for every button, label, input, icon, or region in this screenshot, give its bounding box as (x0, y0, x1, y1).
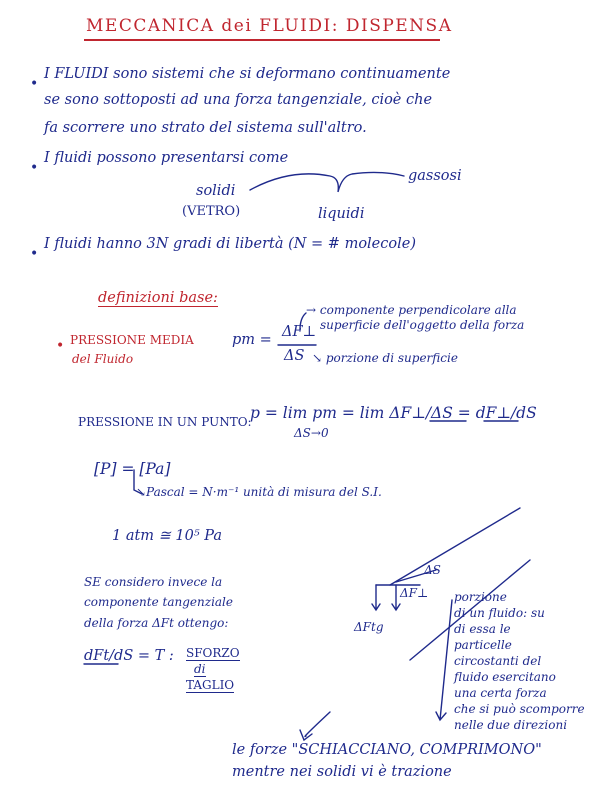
pm-formula: pm = (232, 332, 272, 348)
shear-label: TAGLIO (186, 678, 235, 692)
text-line: fa scorrere uno strato del sistema sull'altro. (44, 120, 367, 136)
text-line: se sono sottoposti ad una forza tangenziale, cioè che (44, 92, 433, 108)
diagram-ds-arrow (396, 570, 436, 582)
diagram-perp-arrow (392, 585, 400, 610)
bullet: • (30, 160, 39, 176)
diagram-note: porzione (454, 590, 507, 604)
perp-note: → componente perpendicolare alla (306, 303, 517, 317)
atm-line: 1 atm ≅ 10⁵ Pa (112, 528, 223, 544)
of-fluid-label: del Fluido (72, 352, 134, 366)
diagram-df-tg: ΔFtg (354, 620, 384, 634)
point-pressure-label: PRESSIONE IN UN PUNTO: (78, 415, 252, 429)
mean-pressure-label: PRESSIONE MEDIA (70, 333, 194, 347)
state-glass: (VETRO) (182, 204, 241, 219)
definitions-heading: definizioni base: (98, 290, 218, 306)
denominator-ds: ΔS (284, 348, 305, 364)
text-line: I fluidi possono presentarsi come (44, 150, 289, 166)
units-line: [P] = [Pa] (94, 460, 171, 478)
diagram-note: di un fluido: su (454, 606, 545, 620)
diagram-note: fluido esercitano (454, 670, 556, 684)
shear-text: della forza ΔFt ottengo: (84, 616, 229, 630)
point-pressure-formula: p = lim pm = lim ΔF⊥/ΔS = dF⊥/dS (250, 404, 537, 422)
shear-text: SE considero invece la (84, 575, 223, 589)
limit-subscript: ΔS→0 (294, 426, 329, 440)
diagram-note: di essa le (454, 622, 511, 636)
units-arrow (134, 470, 142, 494)
bullet: • (30, 76, 39, 92)
states-brace (250, 172, 404, 192)
shear-label: di (194, 662, 206, 676)
diagram-tg-arrow (372, 585, 380, 610)
diagram-plane (410, 560, 530, 660)
bullet: • (30, 246, 39, 262)
shear-label: SFORZO (186, 646, 240, 660)
diagram-note: nelle due direzioni (454, 718, 568, 732)
state-solid: solidi (196, 183, 236, 199)
footer-line: mentre nei solidi vi è trazione (232, 764, 452, 780)
footer-arrow (300, 712, 330, 740)
diagram-plane (390, 508, 520, 585)
page-title: MECCANICA dei FLUIDI: DISPENSA (86, 16, 453, 36)
perp-note: superficie dell'oggetto della forza (320, 318, 525, 332)
diagram-note: che si può scomporre (454, 702, 585, 716)
shear-formula: dFt/dS = T : (84, 648, 174, 664)
diagram-note: una certa forza (454, 686, 547, 700)
diagram-ds: ΔS (424, 563, 441, 577)
diagram-note: particelle (454, 638, 512, 652)
diagram-note-arrow (436, 600, 452, 720)
shear-text: componente tangenziale (84, 595, 233, 609)
diagram-note: circostanti del (454, 654, 542, 668)
numerator-df-perp: ΔF⊥ (282, 324, 317, 340)
text-line: I fluidi hanno 3N gradi di libertà (N = # molecole) (44, 236, 416, 252)
footer-line: le forze "SCHIACCIANO, COMPRIMONO" (232, 742, 542, 758)
perp-arrow (300, 313, 306, 330)
pascal-line: ↘Pascal = N·m⁻¹ unità di misura del S.I. (136, 485, 382, 499)
state-liquid: liquidi (318, 206, 365, 222)
diagram-df-perp: ΔF⊥ (400, 586, 429, 600)
surface-note: ↘ porzione di superficie (312, 351, 458, 365)
state-gas: gassosi (408, 168, 462, 184)
text-line: I FLUIDI sono sistemi che si deformano continuamente (44, 66, 451, 82)
bullet: • (56, 338, 65, 354)
